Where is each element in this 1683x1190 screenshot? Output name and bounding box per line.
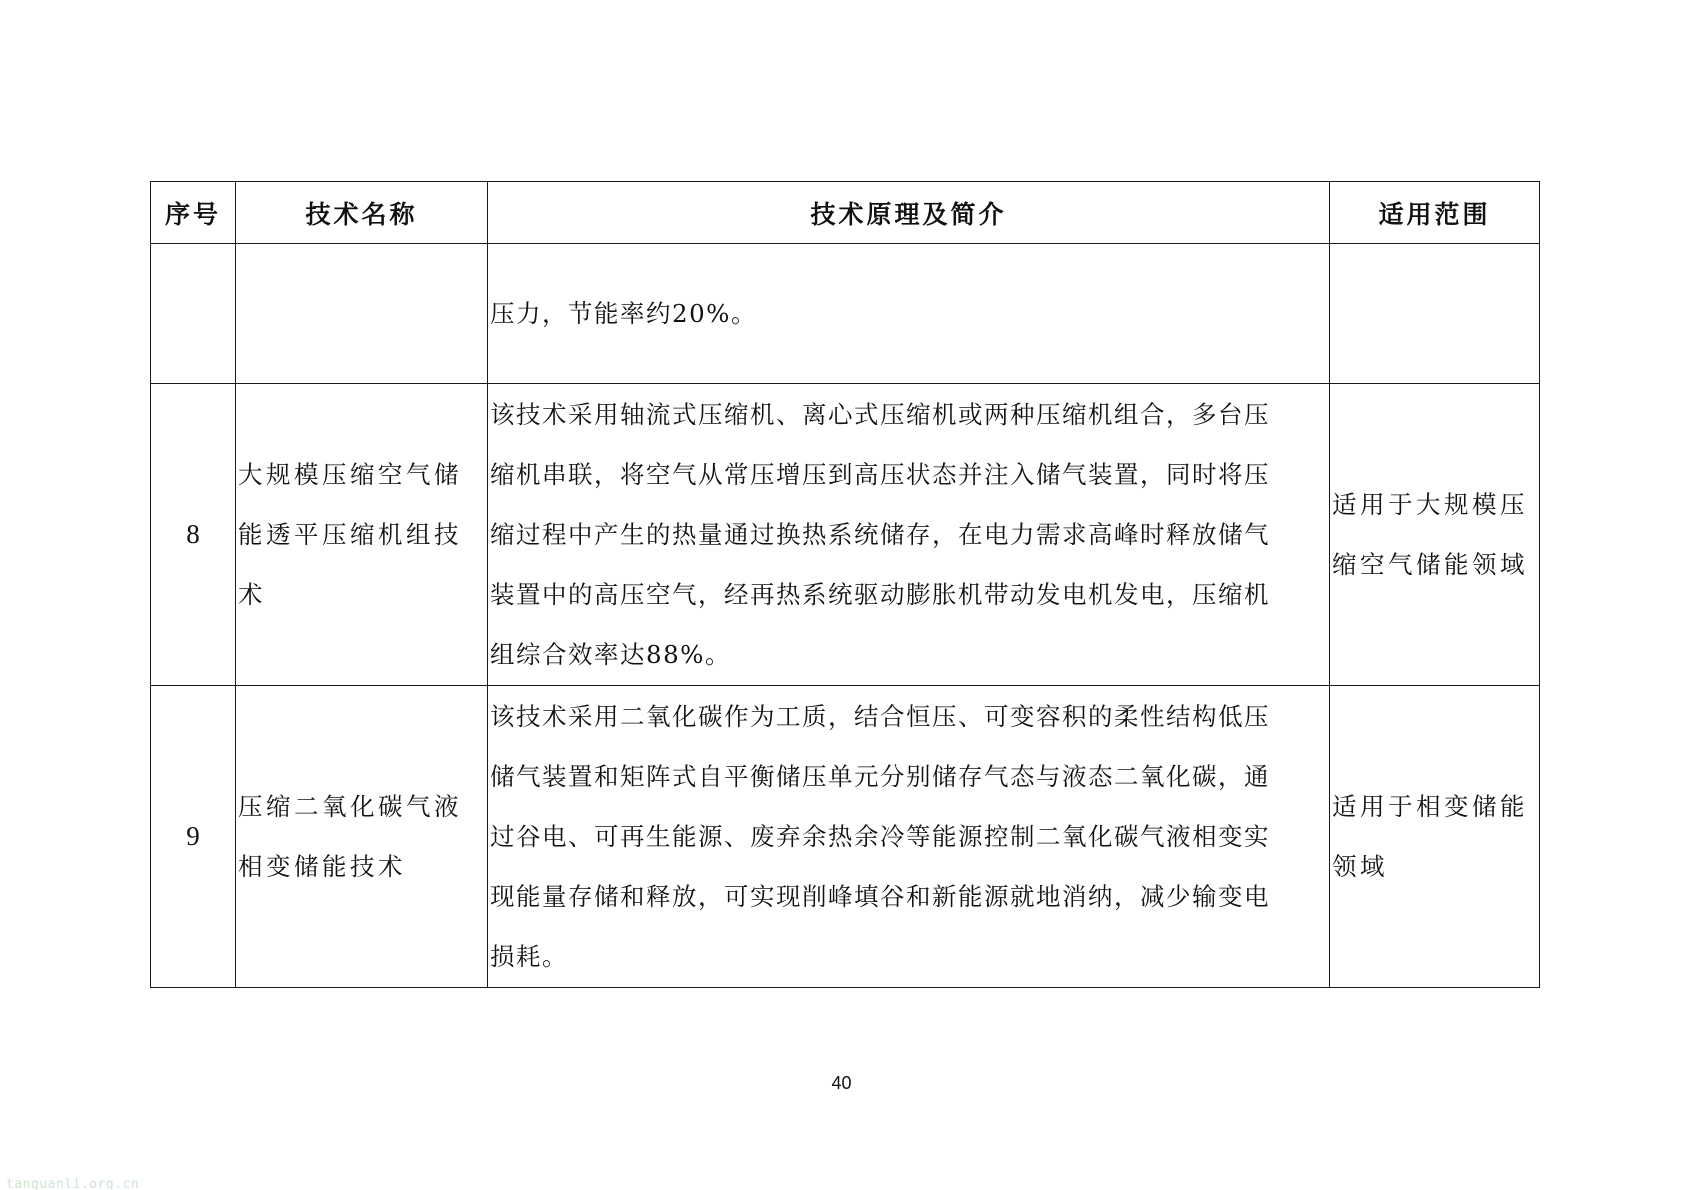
header-serial-number: 序号	[151, 182, 236, 244]
header-technology-name: 技术名称	[236, 182, 488, 244]
description-text: 该技术采用二氧化碳作为工质，结合恒压、可变容积的柔性结构低压 储气装置和矩阵式自平衡储压单元分别储存气态与液态二氧化碳，通 过谷电、可再生能源、废弃余热余冷等能源控制二氧化碳气液相变实 现能量存储和释放，可实现削峰填谷和新能源就地消纳，减少输变电 损耗。	[490, 701, 1270, 971]
row-technology-name	[236, 686, 488, 988]
page-number: 40	[831, 1073, 852, 1093]
row-serial-number	[151, 244, 236, 384]
table-row	[151, 686, 1540, 988]
scope-text: 适用于相变储能 领域	[1332, 791, 1528, 881]
row-serial-number: 9	[151, 686, 236, 988]
row-scope	[1330, 244, 1540, 384]
row-scope	[1330, 384, 1540, 686]
table-row	[151, 384, 1540, 686]
description-text: 该技术采用轴流式压缩机、离心式压缩机或两种压缩机组合，多台压 缩机串联，将空气从常压增压到高压状态并注入储气装置，同时将压 缩过程中产生的热量通过换热系统储存，在电力需求高峰时释放储气 装置中的高压空气，经再热系统驱动膨胀机带动发电机发电，压缩机 组综合效率达88%。	[490, 399, 1270, 669]
row-description	[488, 244, 1330, 384]
row-serial-number: 8	[151, 384, 236, 686]
scope-text: 适用于大规模压 缩空气储能领域	[1332, 489, 1528, 579]
description-text: 压力，节能率约20%。	[490, 298, 757, 328]
technology-table	[150, 181, 1540, 988]
row-scope	[1330, 686, 1540, 988]
row-technology-name	[236, 244, 488, 384]
table-row	[151, 244, 1540, 384]
row-technology-name	[236, 384, 488, 686]
technology-name-text: 大规模压缩空气储 能透平压缩机组技 术	[238, 459, 462, 609]
row-description	[488, 686, 1330, 988]
table-header-row	[151, 182, 1540, 244]
watermark-text: tanguanli.org.cn	[6, 1177, 140, 1190]
header-principle-description: 技术原理及简介	[488, 182, 1330, 244]
technology-name-text: 压缩二氧化碳气液 相变储能技术	[238, 791, 462, 881]
header-applicable-scope: 适用范围	[1330, 182, 1540, 244]
row-description	[488, 384, 1330, 686]
